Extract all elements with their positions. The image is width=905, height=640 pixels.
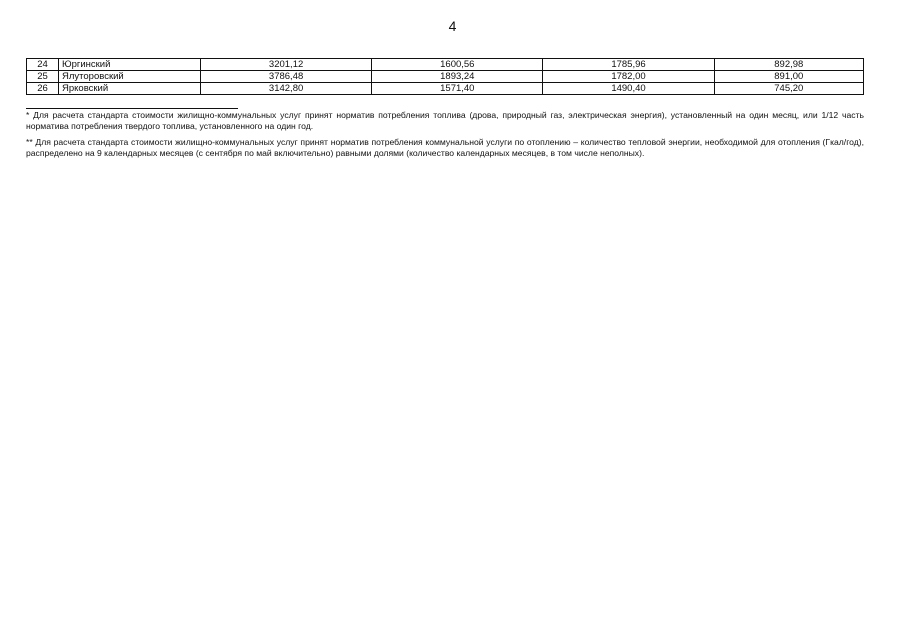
table-row — [27, 83, 864, 95]
value-cell: 3786,48 — [201, 71, 372, 83]
value-cell: 1490,40 — [543, 83, 714, 95]
table-row — [27, 59, 864, 71]
footnote-single-asterisk: * Для расчета стандарта стоимости жилищно-коммунальных услуг принят норматив потребления топлива (дрова, природный газ, электрическая энергия), установленный на один месяц, или 1/12 часть норматива потребления твердого топлива, установленного на один год. — [26, 110, 864, 131]
district-name: Ялуторовский — [59, 71, 201, 83]
value-cell: 3201,12 — [201, 59, 372, 71]
row-number: 24 — [27, 59, 59, 71]
row-number: 25 — [27, 71, 59, 83]
district-name: Ярковский — [59, 83, 201, 95]
value-cell: 1782,00 — [543, 71, 714, 83]
value-cell: 3142,80 — [201, 83, 372, 95]
table-row — [27, 71, 864, 83]
footnote-double-asterisk: ** Для расчета стандарта стоимости жилищно-коммунальных услуг принят норматив потребления коммунальной услуги по отоплению – количество тепловой энергии, необходимой для отопления (Гкал/год), распределено на 9 календарных месяцев (с сентября по май включительно) равными долями (количество календарных месяцев, в том числе неполных). — [26, 137, 864, 158]
data-table — [26, 58, 864, 95]
value-cell: 1600,56 — [372, 59, 543, 71]
value-cell: 1893,24 — [372, 71, 543, 83]
row-number: 26 — [27, 83, 59, 95]
value-cell: 891,00 — [714, 71, 863, 83]
value-cell: 745,20 — [714, 83, 863, 95]
value-cell: 1571,40 — [372, 83, 543, 95]
value-cell: 1785,96 — [543, 59, 714, 71]
value-cell: 892,98 — [714, 59, 863, 71]
page-number: 4 — [448, 18, 457, 34]
footnote-divider — [26, 108, 238, 109]
district-name: Юргинский — [59, 59, 201, 71]
